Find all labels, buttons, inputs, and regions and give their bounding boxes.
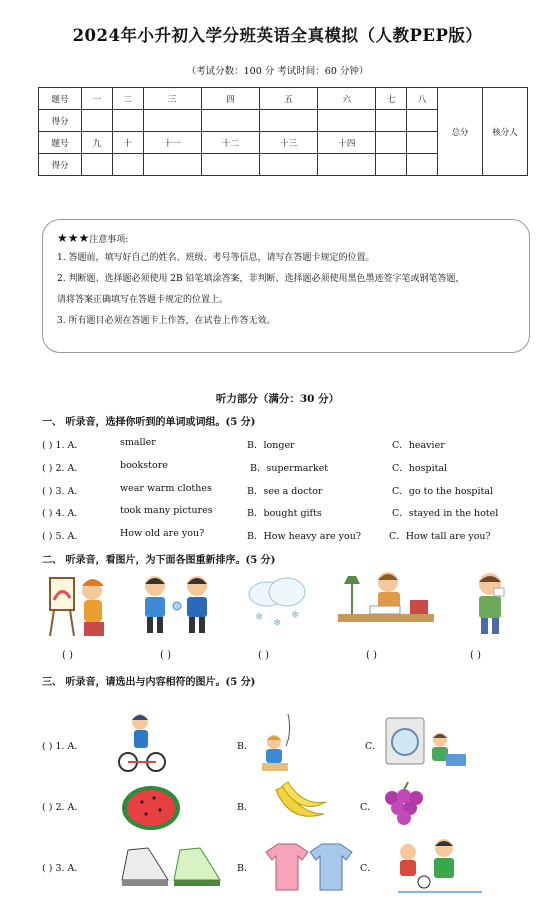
col-header: 九 — [82, 132, 113, 154]
score-cell[interactable] — [376, 110, 407, 132]
col-header: 二 — [112, 88, 143, 110]
col-header: 十三 — [259, 132, 317, 154]
col-header: 十一 — [143, 132, 201, 154]
picture-question-row[interactable]: ( ) 3. A． B． C． — [42, 863, 377, 874]
col-header: 五 — [259, 88, 317, 110]
question-row[interactable]: ( ) 4. A． took many pictures B．bought gifts C．stayed in the hotel — [42, 505, 499, 519]
row-label: 题号 — [39, 88, 82, 110]
banana-picture — [270, 780, 330, 830]
score-cell[interactable] — [376, 154, 407, 176]
order-blank[interactable]: ( ) — [366, 650, 377, 661]
row-label: 得分 — [39, 110, 82, 132]
score-cell[interactable] — [318, 154, 376, 176]
checker-header: 核分人 — [483, 88, 528, 176]
col-header: 十四 — [318, 132, 376, 154]
painting-girl-picture — [44, 570, 116, 640]
bike-picture — [118, 712, 166, 774]
svg-text:❄: ❄ — [255, 612, 264, 623]
washing-clothes-picture — [384, 714, 468, 770]
order-blank[interactable]: ( ) — [258, 650, 269, 661]
col-header: 十 — [112, 132, 143, 154]
note-item: 2. 判断题、选择题必须使用 2B 铅笔填涂答案，非判断、选择题必须使用黑色墨迹签字笔或钢笔答题， — [57, 274, 465, 284]
total-header: 总分 — [438, 88, 483, 176]
score-cell[interactable] — [318, 110, 376, 132]
score-cell[interactable] — [112, 110, 143, 132]
score-cell[interactable] — [112, 154, 143, 176]
order-blank[interactable]: ( ) — [160, 650, 171, 661]
score-cell[interactable] — [259, 154, 317, 176]
student-desk-picture — [334, 568, 438, 630]
question-row[interactable]: ( ) 1. A． smaller B．longer C．heavier — [42, 437, 445, 451]
order-blank[interactable]: ( ) — [62, 650, 73, 661]
score-cell[interactable] — [143, 154, 201, 176]
listening-title: 听力部分（满分：30 分） — [215, 393, 340, 405]
row-label: 题号 — [39, 132, 82, 154]
picture-question-row[interactable]: ( ) 2. A． B． C． — [42, 802, 377, 813]
note-item: 1. 答题前，填写好自己的姓名、班级、考号等信息，请写在答题卡规定的位置。 — [57, 253, 375, 263]
note-item: 3. 所有题目必须在答题卡上作答，在试卷上作答无效。 — [57, 316, 276, 326]
picture-question-row[interactable]: ( ) 1. A． B． C． — [42, 741, 382, 752]
col-header: 一 — [82, 88, 113, 110]
col-header — [407, 132, 438, 154]
star-icons: ★★★ — [57, 231, 90, 245]
note-item: 请将答案正确填写在答题卡规定的位置上。 — [57, 295, 229, 305]
score-cell[interactable] — [407, 154, 438, 176]
score-cell[interactable] — [259, 110, 317, 132]
notes-heading: ★★★注意事项: — [57, 231, 129, 245]
svg-text:❄: ❄ — [291, 610, 300, 621]
watermelon-picture — [120, 784, 182, 832]
soccer-kids-picture — [392, 836, 484, 894]
score-cell[interactable] — [407, 110, 438, 132]
col-header: 七 — [376, 88, 407, 110]
exam-info: （考试分数：100 分 考试时间：60 分钟） — [186, 66, 369, 77]
score-cell[interactable] — [201, 154, 259, 176]
grapes-picture — [378, 782, 430, 826]
score-table — [38, 87, 528, 176]
fishing-boy-picture — [258, 712, 298, 774]
score-cell[interactable] — [201, 110, 259, 132]
snow-cloud-picture — [243, 574, 313, 632]
col-header: 八 — [407, 88, 438, 110]
sick-boy-picture — [468, 570, 512, 638]
col-header: 四 — [201, 88, 259, 110]
col-header: 三 — [143, 88, 201, 110]
shoes-picture — [118, 840, 228, 890]
col-header: 十二 — [201, 132, 259, 154]
question-row[interactable]: ( ) 5. A． How old are you? B．How heavy are you? C．How tall are you? — [42, 528, 491, 542]
question-row[interactable]: ( ) 3. A． wear warm clothes B．see a doctor C．go to the hospital — [42, 483, 494, 497]
order-blank[interactable]: ( ) — [470, 650, 481, 661]
score-cell[interactable] — [82, 154, 113, 176]
section2-heading: 二、 听录音，看图片，为下面各图重新排序。(5 分) — [42, 555, 276, 566]
notes-box — [42, 219, 530, 353]
col-header: 六 — [318, 88, 376, 110]
col-header — [376, 132, 407, 154]
svg-text:❄: ❄ — [273, 618, 282, 629]
shirts-picture — [262, 842, 356, 892]
two-boys-picture — [133, 572, 223, 638]
question-row[interactable]: ( ) 2. A． bookstore B．supermarket C．hospital — [42, 460, 448, 474]
section1-heading: 一、 听录音，选择你听到的单词或词组。(5 分) — [42, 417, 256, 428]
score-cell[interactable] — [82, 110, 113, 132]
row-label: 得分 — [39, 154, 82, 176]
exam-title: 2024年小升初入学分班英语全真模拟（人教PEP版） — [72, 26, 483, 45]
score-cell[interactable] — [143, 110, 201, 132]
section3-heading: 三、 听录音，请选出与内容相符的图片。(5 分) — [42, 677, 256, 688]
